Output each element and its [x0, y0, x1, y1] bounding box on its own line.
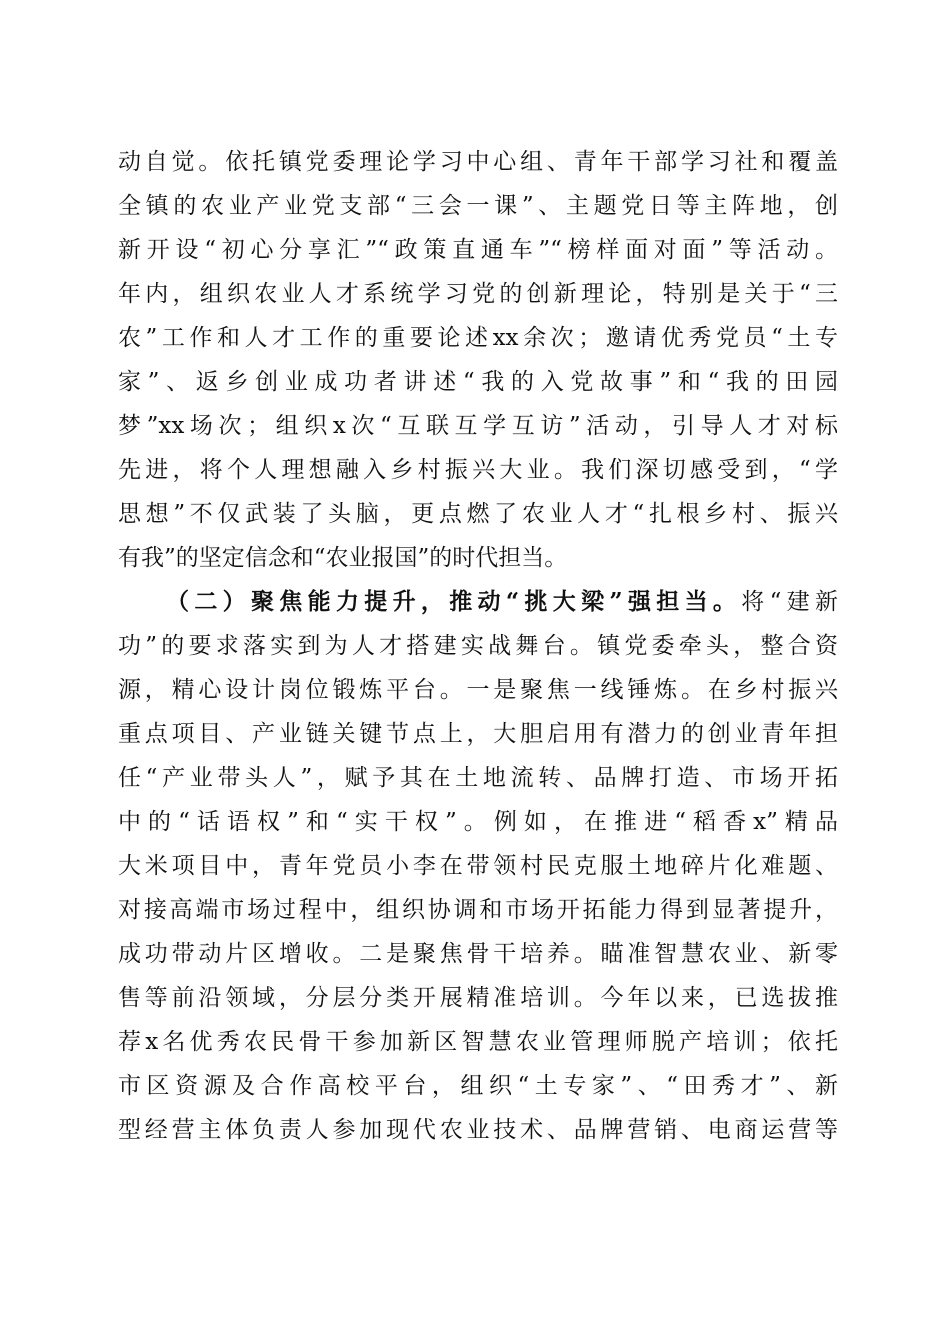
paragraph-1-line-10: 有我”的坚定信念和“农业报国”的时代担当。	[118, 545, 568, 571]
paragraph-1-line-7: 梦”xx场次；组织x次“互联互学互访”活动，引导人才对标	[118, 413, 838, 439]
paragraph-1-line-9: 思想”不仅武装了头脑，更点燃了农业人才“扎根乡村、振兴	[118, 501, 838, 527]
paragraph-1-line-5: 农”工作和人才工作的重要论述xx余次；邀请优秀党员“土专	[118, 325, 838, 351]
paragraph-2-line-8: 对接高端市场过程中，组织协调和市场开拓能力得到显著提升，	[118, 897, 838, 923]
paragraph-2-line-9: 成功带动片区增收。二是聚焦骨干培养。瞄准智慧农业、新零	[118, 941, 838, 967]
paragraph-1-line-3: 新开设“初心分享汇”“政策直通车”“榜样面对面”等活动。	[118, 237, 838, 263]
paragraph-2-line-7: 大米项目中，青年党员小李在带领村民克服土地碎片化难题、	[118, 853, 838, 879]
paragraph-2-line-2: 功”的要求落实到为人才搭建实战舞台。镇党委牵头，整合资	[118, 633, 838, 659]
paragraph-2-first-line-rest: 将“建新	[741, 589, 838, 615]
paragraph-2-line-13: 型经营主体负责人参加现代农业技术、品牌营销、电商运营等	[118, 1117, 838, 1143]
paragraph-1-line-1: 动自觉。依托镇党委理论学习中心组、青年干部学习社和覆盖	[118, 149, 838, 175]
paragraph-1-line-4: 年内，组织农业人才系统学习党的创新理论，特别是关于“三	[118, 281, 838, 307]
paragraph-2-first-line	[166, 580, 838, 624]
paragraph-2-line-10: 售等前沿领域，分层分类开展精准培训。今年以来，已选拔推	[118, 985, 838, 1011]
paragraph-1-line-2: 全镇的农业产业党支部“三会一课”、主题党日等主阵地，创	[118, 193, 838, 219]
paragraph-1-line-8: 先进，将个人理想融入乡村振兴大业。我们深切感受到，“学	[118, 457, 838, 483]
paragraph-1-line-6: 家”、返乡创业成功者讲述“我的入党故事”和“我的田园	[118, 369, 838, 395]
paragraph-2-line-5: 任“产业带头人”，赋予其在土地流转、品牌打造、市场开拓	[118, 765, 838, 791]
paragraph-2-line-3: 源，精心设计岗位锻炼平台。一是聚焦一线锤炼。在乡村振兴	[118, 677, 838, 703]
paragraph-2-line-12: 市区资源及合作高校平台，组织“土专家”、“田秀才”、新	[118, 1073, 838, 1099]
paragraph-2-line-4: 重点项目、产业链关键节点上，大胆启用有潜力的创业青年担	[118, 721, 838, 747]
paragraph-2-line-6: 中的“话语权”和“实干权”。例如，在推进“稻香x”精品	[118, 809, 838, 835]
paragraph-2-line-11: 荐x名优秀农民骨干参加新区智慧农业管理师脱产培训；依托	[118, 1029, 838, 1055]
paragraph-2-heading: （二）聚焦能力提升，推动“挑大梁”强担当。	[166, 588, 742, 615]
